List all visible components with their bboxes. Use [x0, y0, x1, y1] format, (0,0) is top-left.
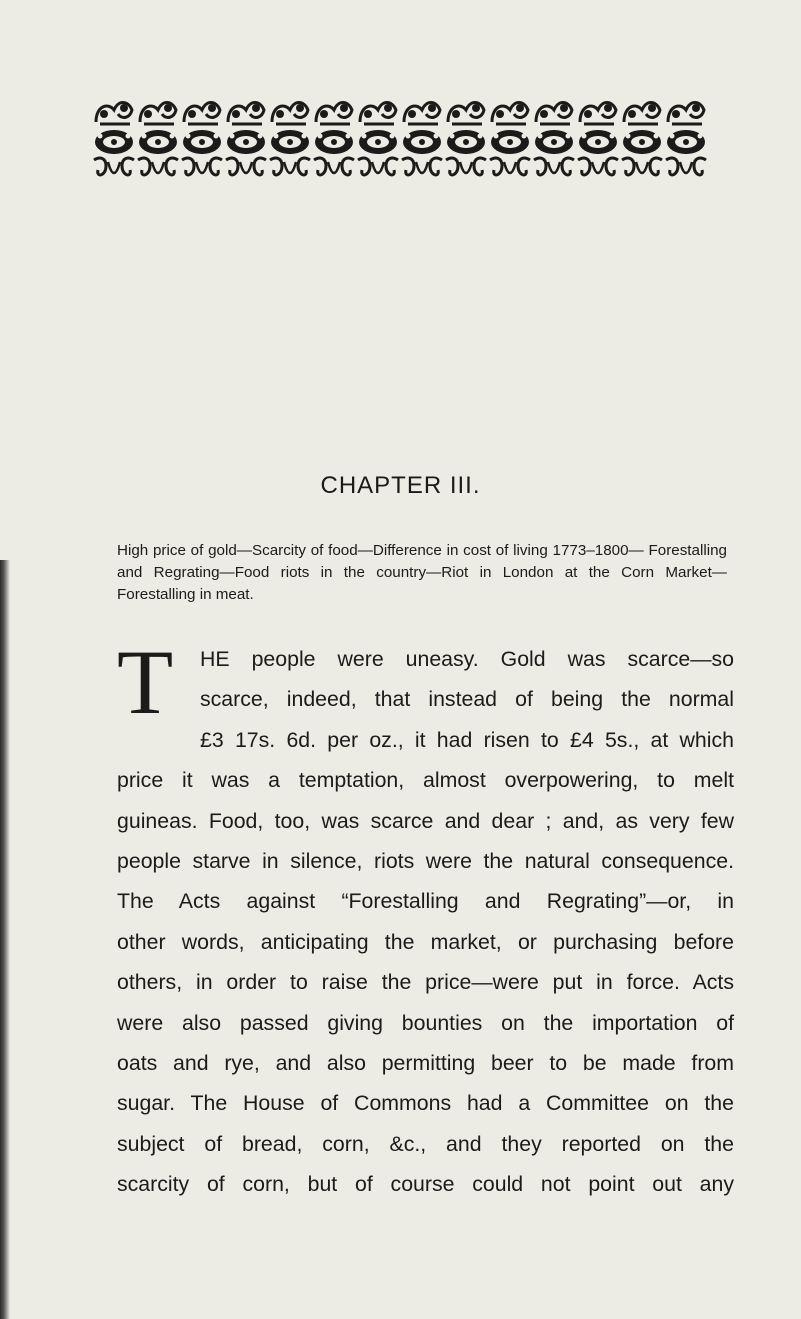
body-line: others, in order to raise the price—were put in force. Acts: [117, 970, 734, 995]
body-line: people starve in silence, riots were the natural consequence.: [117, 849, 734, 874]
body-line: other words, anticipating the market, or purchasing before: [117, 929, 734, 954]
body-line: scarcity of corn, but of course could not point out any: [117, 1172, 734, 1197]
body-line: were also passed giving bounties on the importation of: [117, 1010, 734, 1035]
body-line: scarce, indeed, that instead of being the normal: [200, 687, 734, 712]
ornamental-headpiece-icon: [92, 96, 712, 188]
body-line: subject of bread, corn, &c., and they reported on the: [117, 1131, 734, 1156]
binding-shadow: [0, 560, 10, 1319]
body-line: £3 17s. 6d. per oz., it had risen to £4 5s., at which: [200, 727, 734, 752]
chapter-summary: High price of gold—Scarcity of food—Difference in cost of living 1773–1800— Forestalling and Regrating—Food riots in the country—Riot in London at the Corn Market—Forestalling in meat.: [117, 542, 727, 603]
body-line: guineas. Food, too, was scarce and dear ; and, as very few: [117, 808, 734, 833]
body-line: sugar. The House of Commons had a Committee on the: [117, 1091, 734, 1116]
drop-cap: T: [117, 631, 174, 733]
chapter-title: CHAPTER III.: [320, 472, 481, 499]
body-line: oats and rye, and also permitting beer to be made from: [117, 1051, 734, 1076]
body-line: The Acts against “Forestalling and Regrating”—or, in: [117, 889, 734, 914]
body-line: HE people were uneasy. Gold was scarce—so: [200, 647, 734, 671]
body-text: [117, 631, 734, 1205]
body-line: price it was a temptation, almost overpowering, to melt: [117, 768, 734, 793]
